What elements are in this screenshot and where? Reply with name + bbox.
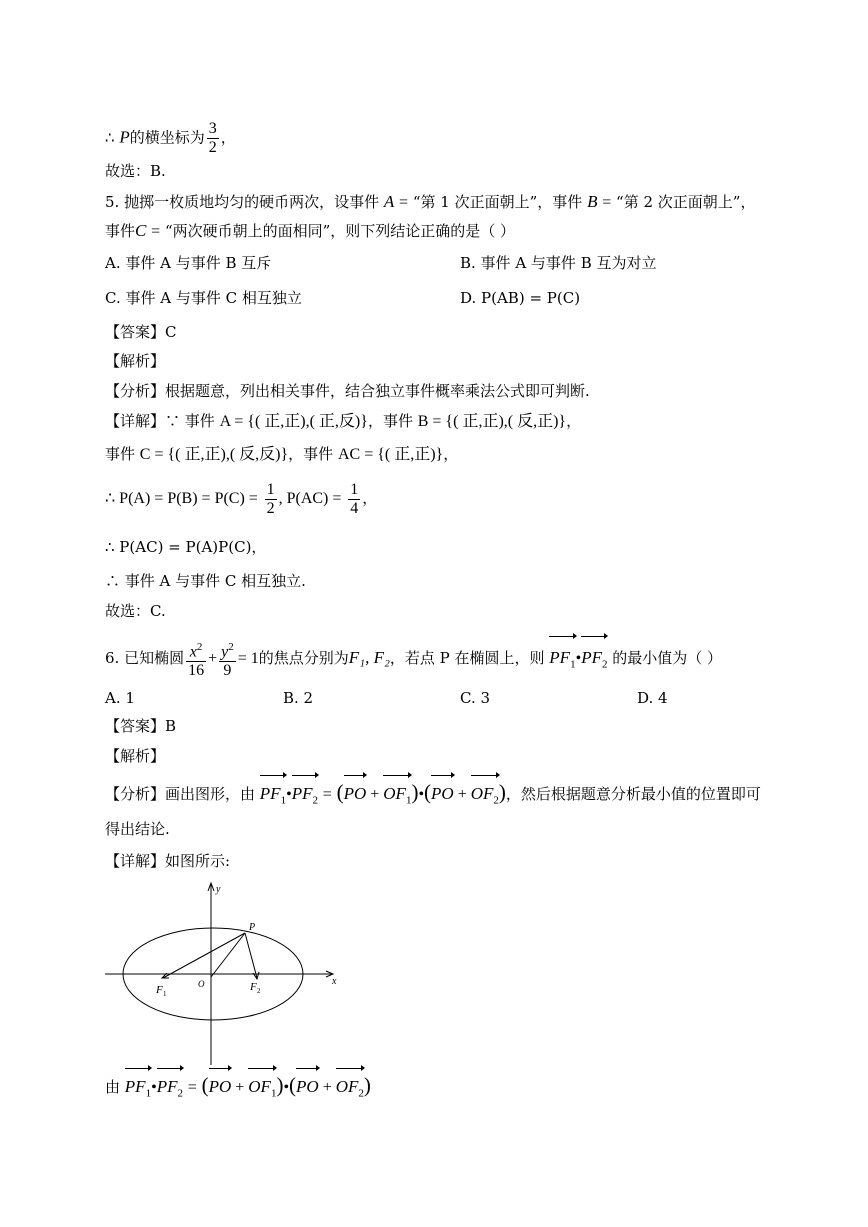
- label-x: x: [332, 976, 337, 987]
- vector-pf2: $PF_2$: [581, 638, 607, 684]
- label-y: y: [216, 884, 221, 895]
- q6-fenxi-line2: 得出结论.: [105, 820, 170, 838]
- segment-po: [211, 933, 245, 977]
- q6-option-d: D. 4: [637, 689, 668, 707]
- fraction-three-halves: $\frac{3}{2}$: [208, 120, 217, 156]
- label-f1-sub: 1: [163, 990, 167, 998]
- ellipse-figure: [100, 880, 350, 1070]
- q5-stem-line1: 5. 抛掷一枚质地均匀的硬币两次，设事件 A = “第 1 次正面朝上”，事件 B = “第 2 次正面朝上”，: [105, 192, 756, 211]
- var-p: P: [119, 127, 130, 147]
- q5-option-c: C. 事件 A 与事件 C 相互独立: [105, 289, 302, 307]
- therefore-symbol: ∴: [105, 128, 115, 147]
- q5-option-a: A. 事件 A 与事件 B 互斥: [105, 254, 272, 272]
- q6-option-b: B. 2: [283, 689, 314, 707]
- vector-pf1: $PF_1$: [549, 638, 575, 684]
- q5-detail-line1: 【详解】∵ 事件 A = {( 正,正),( 正,反)}，事件 B = {( 正,正),( 反,正)}，: [105, 412, 582, 430]
- fraction-x2-16: $\frac{x^2}{16}$: [186, 638, 206, 680]
- label-p: P: [249, 922, 256, 933]
- q5-option-d: D. P(AB) = P(C): [460, 289, 581, 307]
- q5-conclusion: ∴ 事件 A 与事件 C 相互独立.: [105, 572, 306, 590]
- q6-fenxi-line1: 【分析】画出图形，由 $PF_1•PF_2 = (PO$ + $OF_1)•(PO + OF_2)$，然后根据题意分析最小值的位置即可: [105, 775, 761, 817]
- q5-option-b: B. 事件 A 与事件 B 互为对立: [460, 254, 657, 272]
- q5-independence-equation: ∴ P(AC) = P(A)P(C)，: [105, 538, 267, 556]
- q5-analysis-title: 【解析】: [105, 352, 166, 370]
- label-f2-sub: 2: [257, 987, 261, 995]
- q5-answer: 【答案】C: [105, 323, 177, 341]
- q5-choose: 故选：C.: [105, 602, 166, 620]
- fraction-y2-9: $\frac{y^2}{9}$: [219, 638, 236, 680]
- p-abscissa-line: ∴ P的横坐标为 $\frac{3}{2}$ ，: [105, 120, 236, 156]
- label-o: O: [198, 979, 205, 989]
- final-equation-line: 由 $PF_1•PF_2 = (PO$ + $OF_1)•(PO + OF_2)$: [105, 1068, 371, 1110]
- choose-b-line: 故选：B.: [105, 162, 166, 180]
- segment-pf1: [163, 933, 245, 978]
- q5-detail-line2: 事件 C = {( 正,正),( 反,反)}，事件 AC = {( 正,正)}，: [105, 445, 459, 463]
- q5-stem-line2: 事件C = “两次硬币朝上的面相同”，则下列结论正确的是（ ）: [105, 221, 516, 240]
- q6-answer: 【答案】B: [105, 717, 177, 735]
- abscissa-text: 的横坐标为: [129, 128, 205, 147]
- q5-probability-equation: ∴ P(A) = P(B) = P(C) = $\frac{1}{2}$ , P(AC) = $\frac{1}{4}$ ，: [105, 480, 378, 517]
- fraction-one-half: $\frac{1}{2}$: [266, 480, 275, 517]
- q6-detail: 【详解】如图所示:: [105, 852, 231, 870]
- q6-analysis-title: 【解析】: [105, 747, 166, 765]
- fraction-one-quarter: $\frac{1}{4}$: [350, 480, 359, 517]
- q5-fenxi: 【分析】根据题意，列出相关事件，结合独立事件概率乘法公式即可判断.: [105, 382, 590, 400]
- segment-pf2: [245, 933, 257, 978]
- q6-option-a: A. 1: [105, 689, 135, 707]
- q6-stem: 6. 已知椭圆 $\frac{x^2}{16}$ + $\frac{y^2}{9}$ = 1的焦点分别为F₁, F₂，若点 P 在椭圆上，则 $PF_1•PF_2$ 的最小值为（ ）: [105, 638, 722, 685]
- label-f2: F: [250, 981, 257, 993]
- label-f1: F: [156, 984, 163, 996]
- q6-option-c: C. 3: [460, 689, 491, 707]
